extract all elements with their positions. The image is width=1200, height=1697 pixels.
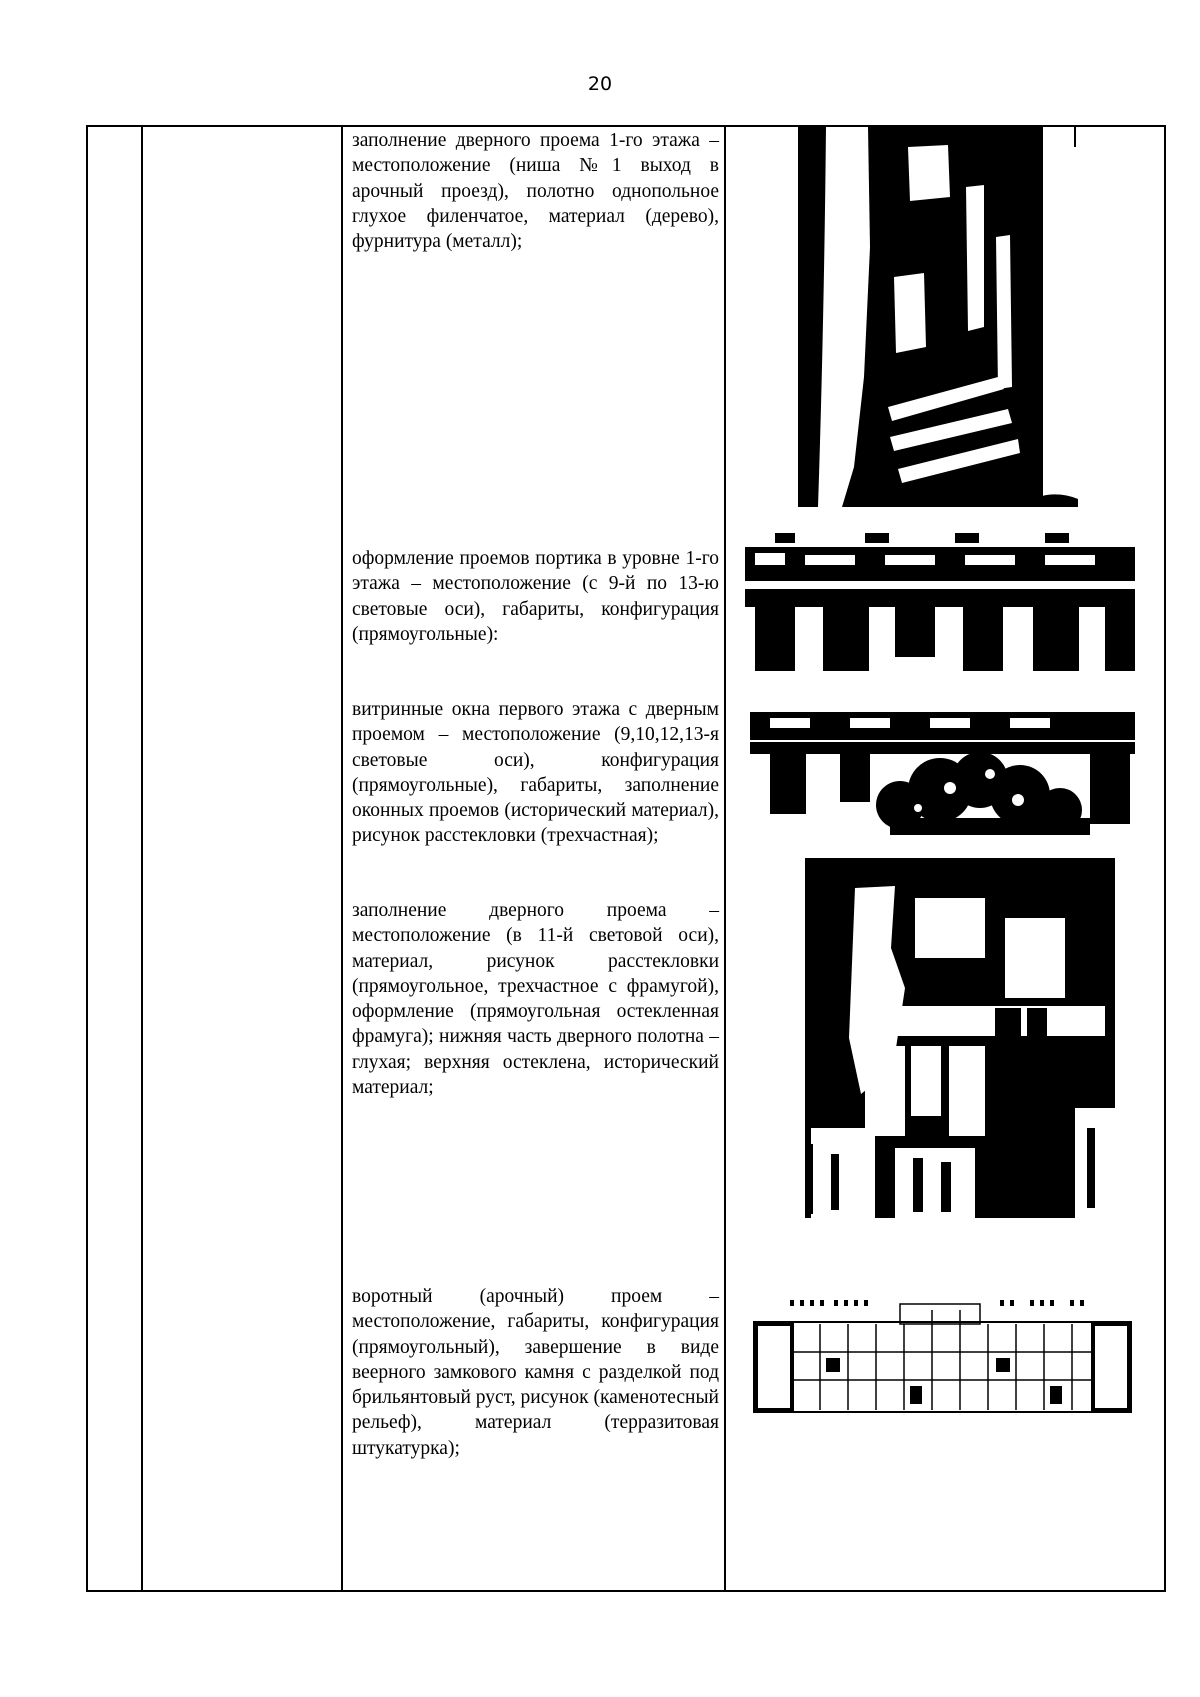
- entry-portico-openings: оформление проемов портика в уровне 1-го этажа – местоположение (с 9-й по 13-ю световые оси), габариты, конфигурация (прямоугольные):: [352, 548, 719, 645]
- entry-gate-arch: воротный (арочный) проем – местоположение, габариты, конфигурация (прямоугольный), завершение в виде веерного замкового камня с разделкой под брильянтовый руст, рисунок (каменотесный рельеф), материал (терразитовая штукатурка);: [352, 1286, 719, 1459]
- table-column-divider-1: [141, 125, 143, 1592]
- table-border-right: [1164, 125, 1166, 1592]
- facade-plan-drawing: [750, 1292, 1135, 1417]
- portico-openings-photo: [745, 533, 1135, 673]
- table-border-left: [86, 125, 88, 1592]
- page-number: 20: [587, 73, 613, 95]
- entry-shop-windows: витринные окна первого этажа с дверным проемом – местоположение (9,10,12,13-я световые оси), конфигурация (прямоугольные), габариты, заполнение оконных проемов (исторический материал), рисунок расстекловки (трехчастная);: [352, 699, 719, 847]
- table-column-divider-3: [724, 125, 726, 1592]
- door-transom-photo: [765, 858, 1115, 1218]
- table-border-bottom: [86, 1590, 1166, 1592]
- shop-windows-photo: [750, 700, 1135, 835]
- door-niche-photo: [798, 127, 1078, 507]
- entry-door-niche: заполнение дверного проема 1-го этажа – местоположение (ниша №1 выход в арочный проезд), полотно однопольное глухое филенчатое, материал (дерево), фурнитура (металл);: [352, 130, 719, 253]
- table-column-divider-2: [341, 125, 343, 1592]
- entry-door-transom: заполнение дверного проема – местоположение (в 11-й световой оси), материал, рисунок расстекловки (прямоугольное, трехчастное с фрамугой), оформление (прямоугольная остекленная фрамуга); нижняя часть дверного полотна – глухая; верхняя остеклена, исторический материал;: [352, 900, 719, 1099]
